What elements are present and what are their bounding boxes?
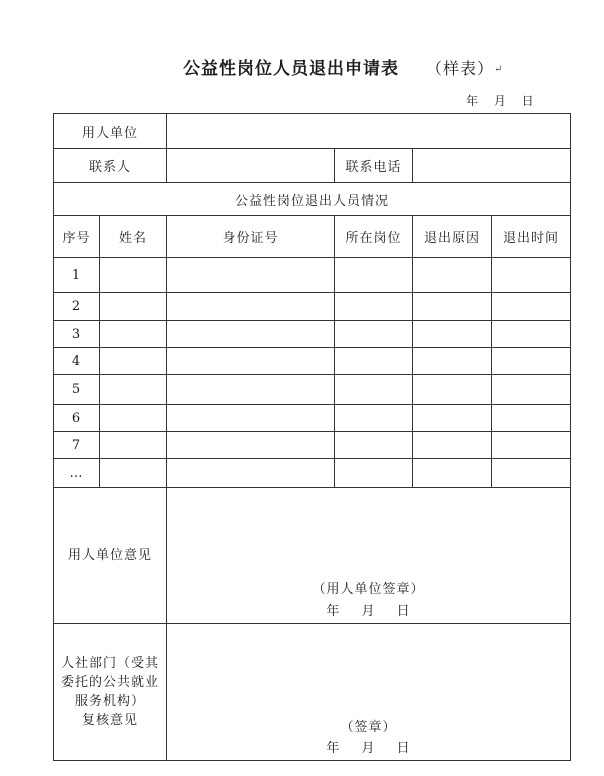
section-heading: 公益性岗位退出人员情况 <box>54 183 571 216</box>
hr-review-label-line: 委托的公共就业 <box>61 675 160 690</box>
form-title <box>0 52 604 82</box>
employer-seal-label: （用人单位签章） <box>312 582 425 597</box>
column-header: 序号 <box>54 216 100 258</box>
id-cell[interactable] <box>167 321 335 348</box>
column-header: 退出时间 <box>492 216 571 258</box>
row-number: 4 <box>54 348 100 375</box>
phone-field[interactable] <box>413 149 571 183</box>
name-cell[interactable] <box>100 375 167 405</box>
post-cell[interactable] <box>335 375 413 405</box>
column-header: 退出原因 <box>413 216 492 258</box>
row-number: 7 <box>54 432 100 459</box>
name-cell[interactable] <box>100 258 167 293</box>
hr-review-date: 年 月 日 <box>326 741 411 756</box>
post-cell[interactable] <box>335 321 413 348</box>
employer-row <box>54 114 571 149</box>
employer-opinion-date: 年 月 日 <box>326 604 411 619</box>
hr-review-row <box>54 624 571 761</box>
column-header-row <box>54 216 571 258</box>
reason-cell[interactable] <box>413 459 492 488</box>
phone-label: 联系电话 <box>335 149 413 183</box>
table-row <box>54 375 571 405</box>
hr-review-field[interactable] <box>167 624 571 761</box>
row-number: 6 <box>54 405 100 432</box>
reason-cell[interactable] <box>413 293 492 321</box>
reason-cell[interactable] <box>413 405 492 432</box>
name-cell[interactable] <box>100 432 167 459</box>
table-row <box>54 432 571 459</box>
employer-opinion-field[interactable] <box>167 488 571 624</box>
id-cell[interactable] <box>167 375 335 405</box>
employer-opinion-row <box>54 488 571 624</box>
hr-seal-label: （签章） <box>340 720 397 735</box>
time-cell[interactable] <box>492 348 571 375</box>
time-cell[interactable] <box>492 405 571 432</box>
title-main: 公益性岗位人员退出申请表 <box>183 59 399 79</box>
column-header: 身份证号 <box>167 216 335 258</box>
section-heading-row <box>54 183 571 216</box>
reason-cell[interactable] <box>413 348 492 375</box>
table-row <box>54 293 571 321</box>
column-header: 所在岗位 <box>335 216 413 258</box>
column-header: 姓名 <box>100 216 167 258</box>
time-cell[interactable] <box>492 258 571 293</box>
row-number: … <box>54 459 100 488</box>
id-cell[interactable] <box>167 293 335 321</box>
contact-field[interactable] <box>167 149 335 183</box>
time-cell[interactable] <box>492 432 571 459</box>
name-cell[interactable] <box>100 348 167 375</box>
name-cell[interactable] <box>100 321 167 348</box>
time-cell[interactable] <box>492 321 571 348</box>
time-cell[interactable] <box>492 293 571 321</box>
hr-review-label-line: 复核意见 <box>82 713 139 728</box>
contact-row <box>54 149 571 183</box>
table-row <box>54 321 571 348</box>
time-cell[interactable] <box>492 459 571 488</box>
post-cell[interactable] <box>335 432 413 459</box>
name-cell[interactable] <box>100 405 167 432</box>
reason-cell[interactable] <box>413 375 492 405</box>
table-row <box>54 405 571 432</box>
application-form-table <box>53 113 571 761</box>
id-cell[interactable] <box>167 459 335 488</box>
employer-label: 用人单位 <box>54 114 167 149</box>
table-row <box>54 348 571 375</box>
employer-opinion-label: 用人单位意见 <box>54 488 167 624</box>
id-cell[interactable] <box>167 258 335 293</box>
post-cell[interactable] <box>335 459 413 488</box>
row-number: 1 <box>54 258 100 293</box>
name-cell[interactable] <box>100 459 167 488</box>
contact-label: 联系人 <box>54 149 167 183</box>
reason-cell[interactable] <box>413 258 492 293</box>
header-date: 年 月 日 <box>466 94 534 108</box>
post-cell[interactable] <box>335 258 413 293</box>
row-number: 5 <box>54 375 100 405</box>
reason-cell[interactable] <box>413 432 492 459</box>
post-cell[interactable] <box>335 405 413 432</box>
row-number: 3 <box>54 321 100 348</box>
table-row <box>54 459 571 488</box>
post-cell[interactable] <box>335 293 413 321</box>
employer-field[interactable] <box>167 114 571 149</box>
post-cell[interactable] <box>335 348 413 375</box>
id-cell[interactable] <box>167 405 335 432</box>
table-row <box>54 258 571 293</box>
row-number: 2 <box>54 293 100 321</box>
hr-review-label <box>54 624 167 761</box>
id-cell[interactable] <box>167 432 335 459</box>
time-cell[interactable] <box>492 375 571 405</box>
title-sample-label: （样表） <box>426 59 495 78</box>
hr-review-label-line: 服务机构） <box>75 694 146 709</box>
return-mark-icon: ↵ <box>494 64 503 75</box>
id-cell[interactable] <box>167 348 335 375</box>
reason-cell[interactable] <box>413 321 492 348</box>
name-cell[interactable] <box>100 293 167 321</box>
hr-review-label-line: 人社部门（受其 <box>61 656 160 671</box>
